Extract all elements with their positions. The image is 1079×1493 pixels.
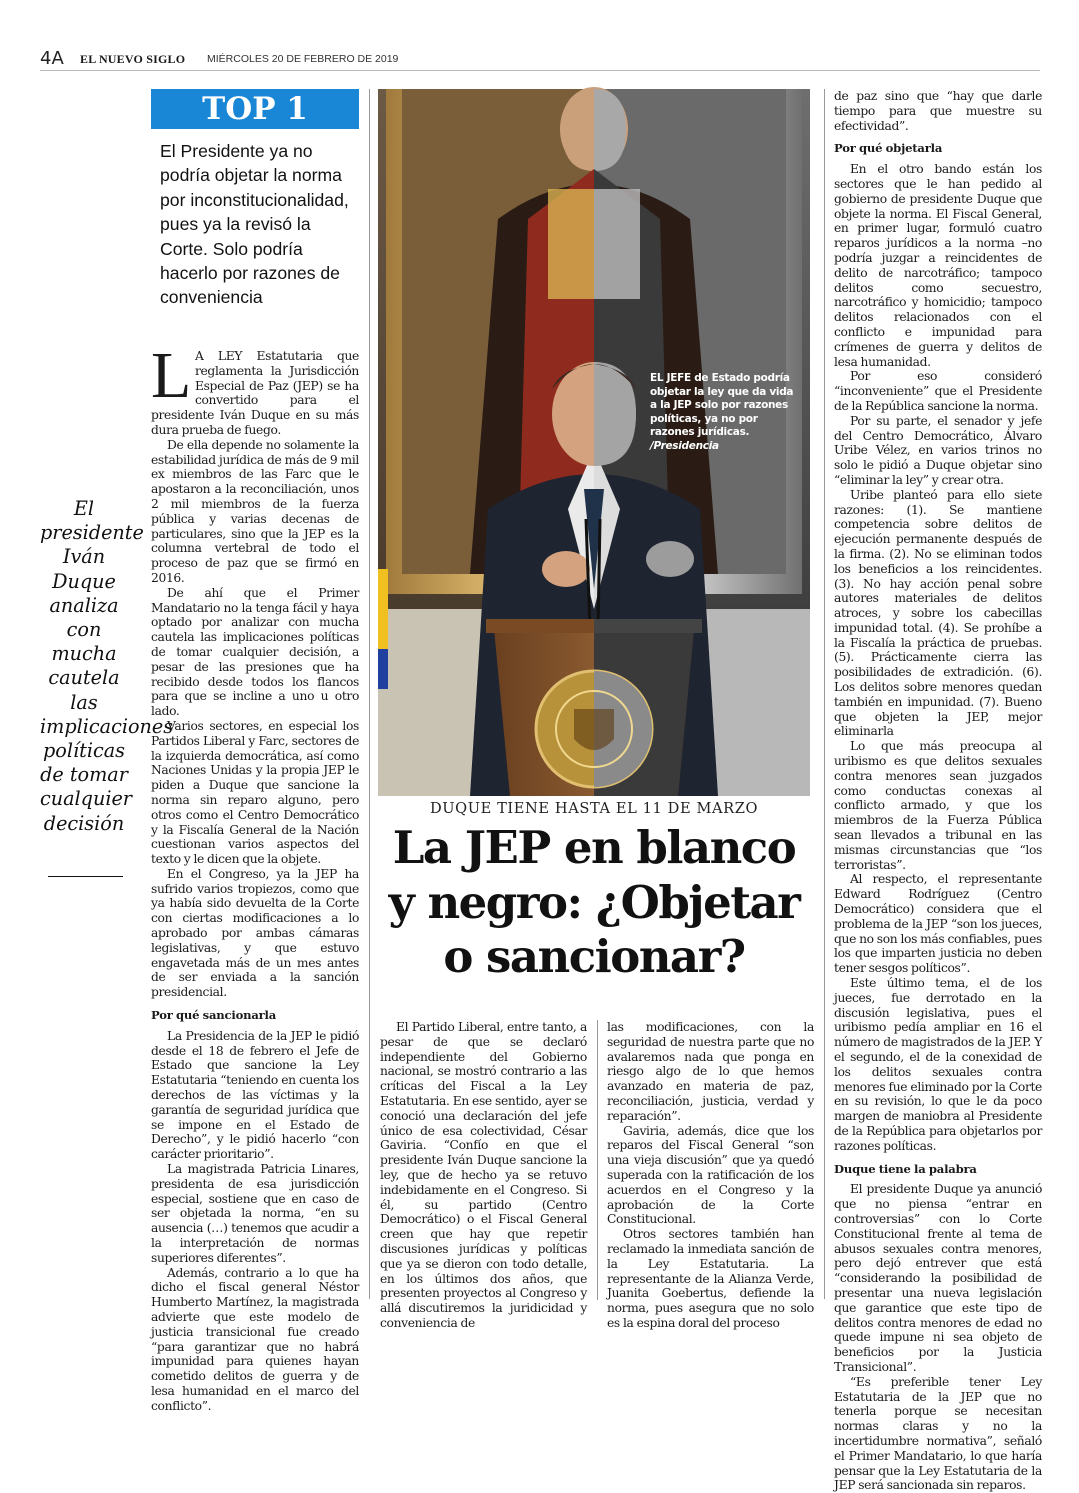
article-column-1 (151, 339, 359, 1414)
article-paragraph: La magistrada Patricia Linares, presidenta de esa jurisdicción especial, sostiene que en caso de ser objetada la norma, “en su ausencia (…) tenemos que acudir a la interpretación de normas superiores diferentes”. (151, 1162, 359, 1265)
article-column-3 (607, 1020, 814, 1331)
subhead-sancionarla: Por qué sancionarla (151, 1008, 277, 1023)
article-paragraph: La Presidencia de la JEP le pidió desde el 18 de febrero el Jefe de Estado que sancione la Ley Estatutaria “teniendo en cuenta los derechos de las víctimas y la garantía de seguridad jurídica que se impone en el Estado de Derecho”, y le pidió hacerlo “con carácter prioritario”. (151, 1028, 359, 1162)
article-paragraph: Por su parte, el senador y jefe del Centro Democrático, Álvaro Uribe Vélez, en varios trinos no solo le pidió a Duque objetar sino “eliminar la ley” y crear otra. (834, 413, 1042, 487)
newspaper-name: EL NUEVO SIGLO (80, 52, 186, 66)
article-paragraph: Este último tema, el de los jueces, fue derrotado en la discusión legislativa, pues el uribismo pedía ampliar en 16 el número de magistrados de la JEP. Y el segundo, el de la conexidad de los delitos sexuales contra menores fue eliminado por la Corte en su revisión, lo que le da poco margen de maniobra al Presidente de la República para objetarlos por razones políticas. (834, 976, 1042, 1153)
headline: La JEP en blanco y negro: ¿Objetar o sancionar? (388, 821, 800, 983)
article-column-2 (380, 1020, 587, 1331)
column-divider (597, 1020, 598, 1300)
continuation-paragraph: de paz sino que “hay que darle tiempo para que muestre su efectividad”. (834, 89, 1042, 133)
headline-kicker: DUQUE TIENE HASTA EL 11 DE MARZO (429, 800, 759, 817)
page-number: 4A (40, 48, 64, 69)
article-paragraph: El Partido Liberal, entre tanto, a pesar de que se declaró independiente del Gobierno nacional, se mostró contrario a las críticas del Fiscal a la Ley Estatutaria. En ese sentido, ayer se conoció una declaración del jefe único de esa colectividad, César Gaviria. “Confío en que el presidente Iván Duque sancione la ley, que de hecho ya se retuvo indebidamente en el Congreso. Si él, su partido (Centro Democrático) o el Fiscal General creen que hay que repetir discusiones jurídicas y políticas que ya se dieron con todo detalle, en los últimos dos años, que presenten proyectos al Congreso y allá discutiremos la juridicidad y conveniencia de (380, 1020, 587, 1330)
article-paragraph: Uribe planteó para ello siete razones: (1). Se mantiene competencia sobre delitos de ejecución permanente después de la firma. (2). No se eliminan todos los beneficios a los reincidentes. (3). No hay acción penal sobre autores materiales de delitos atroces, y sobre los cabecillas impunidad total. (4). Se prohíbe a la Fiscalía la práctica de pruebas. (5). Prácticamente cierra las posibilidades de extradición. (6). Los delitos sobre menores quedan también en impunidad. (7). Bueno que objeten la JEP, mejor eliminarla (834, 487, 1042, 739)
article-paragraph: Además, contrario a lo que ha dicho el fiscal general Néstor Humberto Martínez, la magistrada advierte que este modelo de justicia transicional fue creado “para garantizar que no habrá impunidad para quienes hayan cometido delitos de guerra y de lesa humanidad en el marco del conflicto”. (151, 1265, 359, 1413)
article-paragraph: Por eso consideró “inconveniente” que el Presidente de la República sancione la norma. (834, 369, 1042, 413)
article-paragraph: Gaviria, además, dice que los reparos del Fiscal General “son una vieja discusión” que ya quedó superada con la ratificación de los acuerdos en el Congreso y la aprobación de la Corte Constitucional. (607, 1123, 814, 1227)
article-paragraph: las modificaciones, con la seguridad de nuestra parte que no avalaremos nada que ponga en riesgo algo de lo que hemos avanzado en materia de paz, reconciliación, justicia, verdad y reparación”. (607, 1020, 814, 1123)
header-divider (40, 70, 1040, 71)
drop-cap: L (151, 339, 191, 412)
article-paragraph: “Es preferible tener Ley Estatutaria de la JEP que no tenerla porque se necesitan normas claras y no la incertidumbre normativa”, señaló el Primer Mandatario, lo que haría pensar que la Ley Estatutaria de la JEP será sancionada sin reparos. (834, 1374, 1042, 1493)
article-paragraph: Otros sectores también han reclamado la inmediata sanción de la Ley Estatutaria. La representante de la Alianza Verde, Juanita Goebertus, defiende la norma, pues asegura que no solo es la espina doral del proceso (607, 1227, 814, 1330)
column-4-paragraphs-a (834, 162, 1042, 1153)
article-paragraph: Lo que más preocupa al uribismo es que delitos sexuales contra menores sean juzgados como conductas conexas al conflicto armado, y que los miembros de la Fuerza Pública sean llevados a tribunal en las mismas circunstancias que “los terroristas”. (834, 739, 1042, 872)
article-paragraph: El presidente Duque ya anunció que no piensa “entrar en controversias” con lo Corte Constitucional frente al tema de abusos sexuales contra menores, pero dejó entrever que está “considerando la posibilidad de presentar una nueva legislación que garantice que este tipo de delitos contra menores de edad no quede impune ni sea objeto de beneficios por la Justicia Transicional”. (834, 1182, 1042, 1374)
pull-quote: El presidente Iván Duque analiza con mucha cautela las implicaciones políticas de tomar cualquier decisión (40, 497, 174, 835)
page-header (40, 50, 1040, 70)
article-paragraph: Varios sectores, en especial los Partidos Liberal y Farc, sectores de la izquierda democrática, así como Naciones Unidas y la propia JEP le piden a Duque que sancione la norma sin reparo alguno, pero otros como el Centro Democrático y la Fiscalía General de la Nación cuestionan varios aspectos del texto y le dicen que la objete. (151, 718, 359, 867)
column-4-paragraphs-b (834, 1182, 1042, 1493)
photo-credit: /Presidencia (650, 439, 719, 452)
pull-quote-rule (48, 876, 123, 877)
article-column-4 (834, 89, 1042, 1493)
photo-caption: EL JEFE de Estado podría objetar la ley que da vida a la JEP solo por razones políticas, ya no por razones jurídicas. /Presidencia (650, 372, 794, 452)
article-paragraph: En el otro bando están los sectores que le han pedido al gobierno de presidente Duque que objete la norma. El Fiscal General, en primer lugar, formuló cuatro reparos jurídicos a la norma –no podría juzgar a reincidentes de delito de narcotráfico; tampoco delitos como secuestro, narcotráfico y homicidio; tampoco delitos relacionados con el conflicto e impunidad para crímenes de guerra y delitos de lesa humanidad. (834, 162, 1042, 369)
column-1-paragraphs-b (151, 1029, 359, 1414)
top1-label: TOP 1 (151, 89, 359, 129)
article-paragraph: Al respecto, el representante Edward Rodríguez (Centro Democrático) considera que el problema de la JEP “son los jueces, que no son los más confiables, pues los que imparten justicia no deben tener sesgos políticos”. (834, 872, 1042, 976)
issue-date: MIÉRCOLES 20 DE FEBRERO DE 2019 (207, 53, 399, 65)
top1-summary: El Presidente ya no podría objetar la norma por inconstitucionalidad, pues ya la revisó la Corte. Solo podría hacerlo por razones de conveniencia (160, 141, 349, 308)
subhead-duque-palabra: Duque tiene la palabra (834, 1161, 977, 1176)
subhead-objetarla: Por qué objetarla (834, 141, 943, 156)
article-paragraph: De ahí que el Primer Mandatario no la tenga fácil y haya optado por analizar con mucha cautela las implicaciones políticas de tomar cualquier decisión, a pesar de las presiones que ha recibido desde todos los flancos para que se incline a uno u otro lado. (151, 585, 359, 719)
article-paragraph: En el Congreso, ya la JEP ha sufrido varios tropiezos, como que ya había sido devuelta de la Corte con ciertas modificaciones a lo aprobado por ambas cámaras legislativas, y que estuvo engavetada más de un mes antes de ser enviada a la sanción presidencial. (151, 866, 359, 1000)
article-paragraph: De ella depende no solamente la estabilidad jurídica de más de 9 mil ex miembros de las Farc que le apostaron a la reconciliación, unos 2 mil miembros de la fuerza pública y varias decenas de particulares, sino que la JEP es la columna vertebral de todo el proceso de paz que se firmó en 2016. (151, 437, 359, 585)
lead-paragraph: L A LEY Estatutaria que reglamenta la Jurisdicción Especial de Paz (JEP) se ha convertido para el presidente Iván Duque en su más dura prueba de fuego. (151, 339, 359, 437)
column-divider (369, 89, 370, 1299)
column-divider (824, 89, 825, 1299)
column-1-paragraphs-a (151, 438, 359, 1000)
